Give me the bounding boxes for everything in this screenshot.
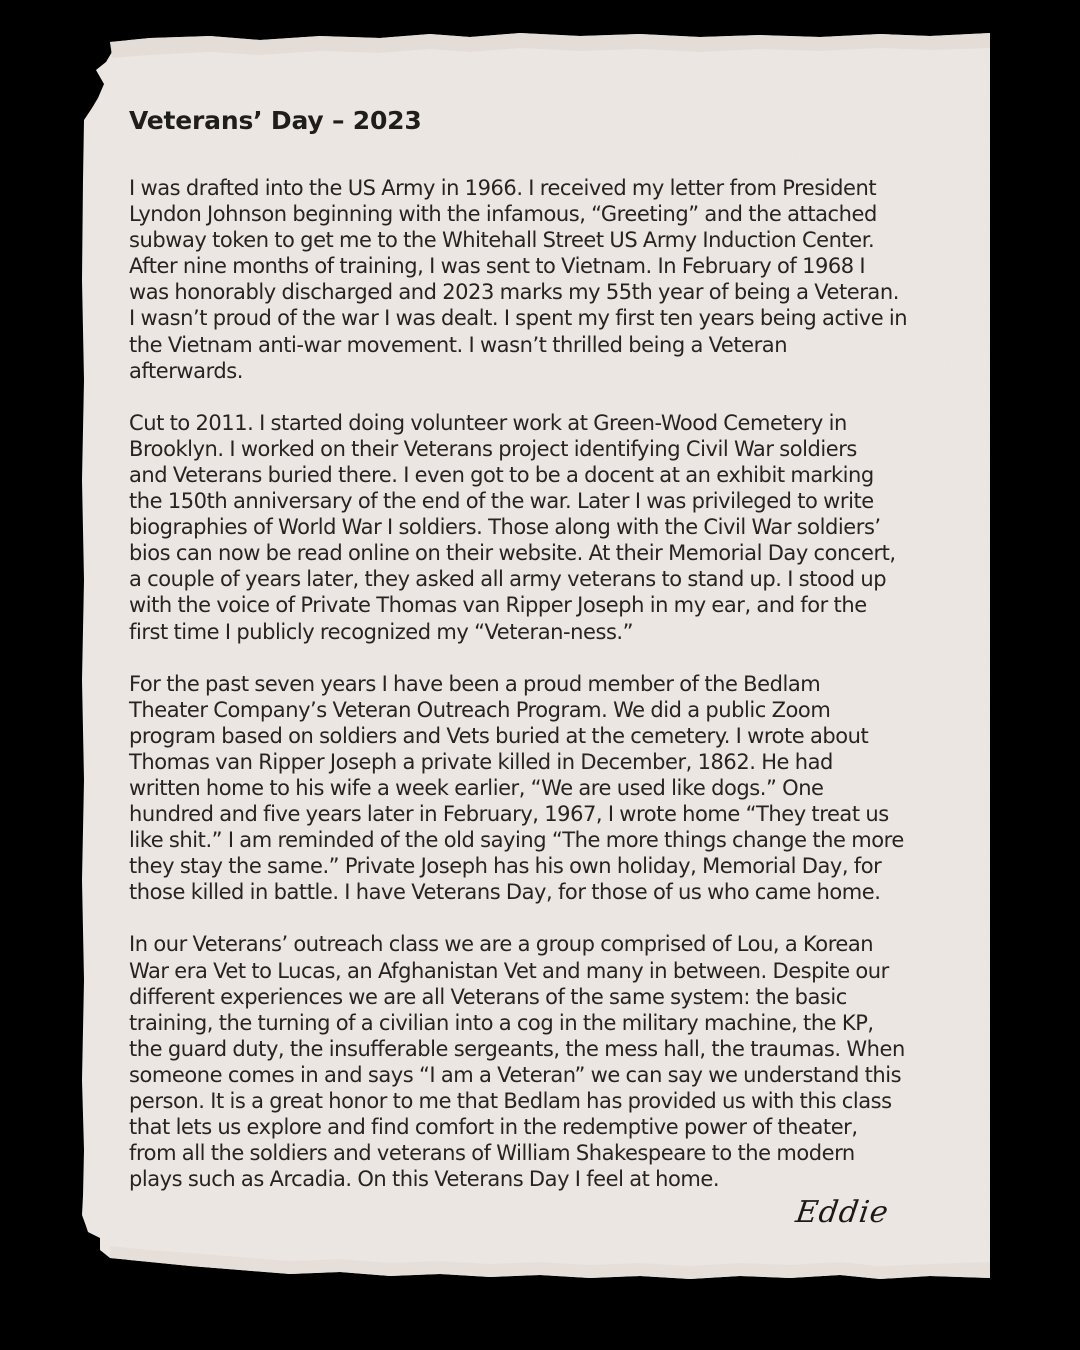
paragraph-green-wood: Cut to 2011. I started doing volunteer work at Green-Wood Cemetery in Brooklyn. I worked on their Veterans project identifying Civil War soldiers and Veterans buried there. I even got to be a docent at an exhibit marking the 150th anniversary of the end of the war. Later I was privileged to write biographies of World War I soldiers. Those along with the Civil War soldiers’ bios can now be read online on their website. At their Memorial Day concert, a couple of years later, they asked all army veterans to stand up. I stood up with the voice of Private Thomas van Ripper Joseph in my ear, and for the first time I publicly recognized my “Veteran-ness.” (129, 410, 896, 644)
signature: Eddie (793, 1195, 892, 1230)
letter-title: Veterans’ Day – 2023 (129, 106, 422, 135)
letter-content (129, 104, 959, 1218)
paragraph-bedlam: For the past seven years I have been a proud member of the Bedlam Theater Company’s Veteran Outreach Program. We did a public Zoom program based on soldiers and Vets buried at the cemetery. I wrote about Thomas van Ripper Joseph a private killed in December, 1862. He had written home to his wife a week earlier, “We are used like dogs.” One hundred and five years later in February, 1967, I wrote home “They treat us like shit.” I am reminded of the old saying “The more things change the more they stay the same.” Private Joseph has his own holiday, Memorial Day, for those killed in battle. I have Veterans Day, for those of us who came home. (129, 671, 904, 905)
paragraph-outreach-class: In our Veterans’ outreach class we are a group comprised of Lou, a Korean War era Vet to Lucas, an Afghanistan Vet and many in between. Despite our different experiences we are all Veterans of the same system: the basic training, the turning of a civilian into a cog in the military machine, the KP, the guard duty, the insufferable sergeants, the mess hall, the traumas. When someone comes in and says “I am a Veteran” we can say we understand this person. It is a great honor to me that Bedlam has provided us with this class that lets us explore and find comfort in the redemptive power of theater, from all the soldiers and veterans of William Shakespeare to the modern plays such as Arcadia. On this Veterans Day I feel at home. (129, 932, 905, 1192)
paragraph-drafted: I was drafted into the US Army in 1966. I received my letter from President Lyndon Johnson beginning with the infamous, “Greeting” and the attached subway token to get me to the Whitehall Street US Army Induction Center. After nine months of training, I was sent to Vietnam. In February of 1968 I was honorably discharged and 2023 marks my 55th year of being a Veteran. I wasn’t proud of the war I was dealt. I spent my first ten years being active in the Vietnam anti-war movement. I wasn’t thrilled being a Veteran afterwards. (129, 176, 908, 383)
